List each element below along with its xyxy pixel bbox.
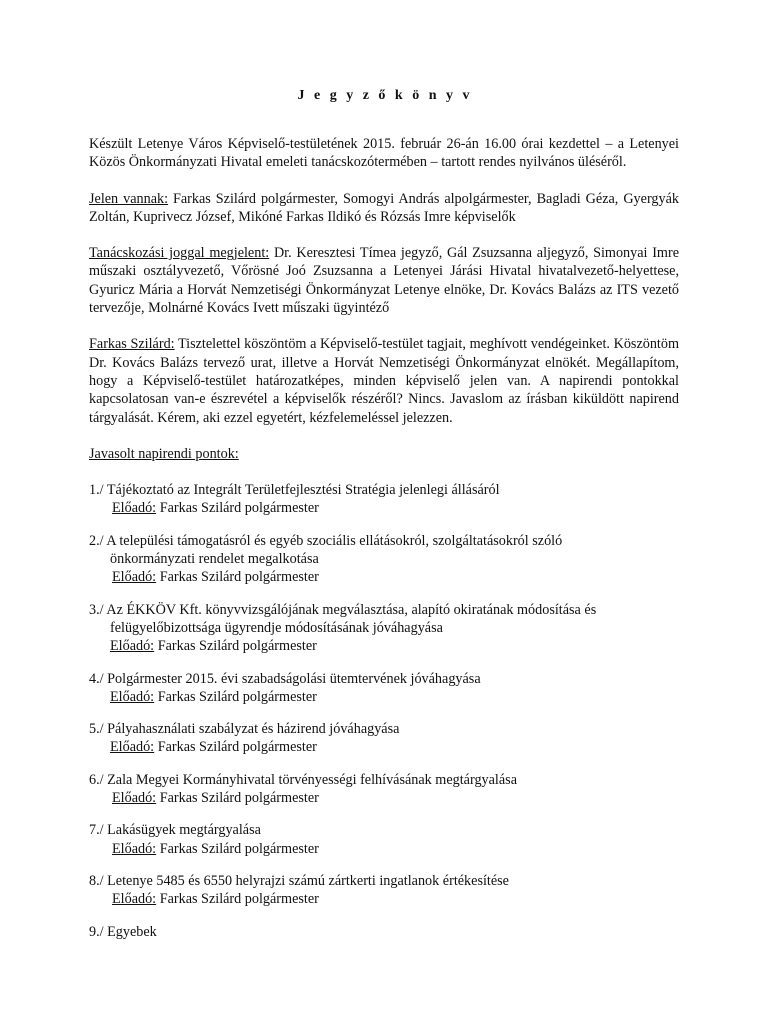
agenda-item-title <box>89 670 679 688</box>
agenda-item-presenter <box>89 789 679 807</box>
agenda-item-6 <box>89 771 679 808</box>
agenda-item-text: Polgármester 2015. évi szabadságolási ütemtervének jóváhagyása <box>107 670 481 687</box>
speaker-label: Farkas Szilárd: <box>89 336 175 353</box>
agenda-item-presenter <box>89 637 679 655</box>
agenda-item-number: 7./ <box>89 822 108 839</box>
present-text: Farkas Szilárd polgármester, Somogyi András alpolgármester, Bagladi Géza, Gyergyák Zoltán, Kuprivecz József, Mikóné Farkas Ildikó és Rózsás Imre képviselők <box>89 190 679 225</box>
agenda-list <box>89 481 679 941</box>
agenda-item-presenter <box>89 890 679 908</box>
advisory-paragraph <box>89 244 679 317</box>
presenter-label: Előadó: <box>110 739 155 756</box>
presenter-label: Előadó: <box>112 790 157 807</box>
agenda-item-text-continued: önkormányzati rendelet megalkotása <box>110 551 319 568</box>
agenda-item-text: Zala Megyei Kormányhivatal törvényességi felhívásának megtárgyalása <box>107 771 517 788</box>
intro-paragraph: Készült Letenye Város Képviselő-testületének 2015. február 26-án 16.00 órai kezdettel – a Letenyei Közös Önkormányzati Hivatal emeleti tanácskozótermében – tartott rendes nyilvános üléséről. <box>89 136 679 171</box>
advisory-label: Tanácskozási joggal megjelent: <box>89 245 270 262</box>
agenda-item-title <box>89 720 679 738</box>
agenda-item-9 <box>89 923 679 941</box>
presenter-name: Farkas Szilárd polgármester <box>154 638 317 655</box>
agenda-item-8 <box>89 872 679 909</box>
agenda-item-text: Egyebek <box>107 923 157 940</box>
presenter-name: Farkas Szilárd polgármester <box>156 840 319 857</box>
agenda-item-presenter <box>89 688 679 706</box>
agenda-item-text: Letenye 5485 és 6550 helyrajzi számú zártkerti ingatlanok értékesítése <box>107 872 509 889</box>
presenter-label: Előadó: <box>110 638 155 655</box>
document-body <box>89 135 679 955</box>
presenter-name: Farkas Szilárd polgármester <box>156 790 319 807</box>
agenda-item-number: 6./ <box>89 771 108 788</box>
presenter-name: Farkas Szilárd polgármester <box>156 569 319 586</box>
presenter-name: Farkas Szilárd polgármester <box>154 739 317 756</box>
agenda-item-text: Tájékoztató az Integrált Területfejlesztési Stratégia jelenlegi állásáról <box>106 482 500 499</box>
agenda-item-text: Az ÉKKÖV Kft. könyvvizsgálójának megválasztása, alapító okiratának módosítása és <box>106 601 597 618</box>
agenda-item-2 <box>89 532 679 587</box>
agenda-item-number: 2./ <box>89 532 107 549</box>
agenda-item-number: 8./ <box>89 872 108 889</box>
agenda-item-text-continued: felügyelőbizottsága ügyrendje módosításának jóváhagyása <box>110 619 443 636</box>
agenda-item-title <box>89 532 679 550</box>
agenda-item-1 <box>89 481 679 518</box>
agenda-item-number: 5./ <box>89 721 108 738</box>
document-title: J e g y z ő k ö n y v <box>297 88 473 103</box>
agenda-item-number: 1./ <box>89 482 107 499</box>
speaker-paragraph <box>89 335 679 426</box>
agenda-item-presenter <box>89 840 679 858</box>
presenter-name: Farkas Szilárd polgármester <box>156 891 319 908</box>
agenda-item-title <box>89 771 679 789</box>
presenter-name: Farkas Szilárd polgármester <box>156 500 319 517</box>
agenda-item-3 <box>89 601 679 656</box>
presenter-label: Előadó: <box>110 688 155 705</box>
presenter-label: Előadó: <box>112 840 157 857</box>
agenda-item-presenter <box>89 499 679 517</box>
presenter-label: Előadó: <box>112 569 157 586</box>
agenda-item-4 <box>89 670 679 707</box>
agenda-item-title <box>89 821 679 839</box>
agenda-item-number: 9./ <box>89 923 108 940</box>
agenda-item-text: Pályahasználati szabályzat és házirend jóváhagyása <box>107 721 400 738</box>
agenda-item-title <box>89 601 679 619</box>
agenda-item-title <box>89 872 679 890</box>
agenda-heading <box>89 445 679 463</box>
agenda-item-5 <box>89 720 679 757</box>
present-paragraph <box>89 190 679 227</box>
agenda-item-7 <box>89 821 679 858</box>
agenda-heading-text: Javasolt napirendi pontok: <box>89 445 239 462</box>
agenda-item-number: 3./ <box>89 601 107 618</box>
agenda-item-title <box>89 923 679 941</box>
presenter-name: Farkas Szilárd polgármester <box>154 688 317 705</box>
presenter-label: Előadó: <box>112 500 157 517</box>
agenda-item-number: 4./ <box>89 670 108 687</box>
presenter-label: Előadó: <box>112 891 157 908</box>
speaker-text: Tisztelettel köszöntöm a Képviselő-testület tagjait, meghívott vendégeinket. Köszöntöm Dr. Kovács Balázs tervező urat, illetve a Horvát Nemzetiségi Önkormányzat elnökét. Megállapítom, hogy a Képviselő-testület határozatképes, minden képviselő jelen van. A napirendi pontokkal kapcsolatosan van-e észrevétel a képviselők részéről? Nincs. Javaslom az írásban kiküldött napirend tárgyalását. Kérem, aki ezzel egyetért, kézfelemeléssel jelezzen. <box>89 336 679 426</box>
advisory-text: Dr. Keresztesi Tímea jegyző, Gál Zsuzsanna aljegyző, Simonyai Imre műszaki osztályvezető, Vőrösné Joó Zsuzsanna a Letenyei Járási Hivatal hivatalvezető-helyettese, Gyuricz Mária a Horvát Nemzetiségi Önkormányzat Letenye elnöke, Dr. Kovács Balázs az ITS vezető tervezője, Molnárné Kovács Ivett műszaki ügyintéző <box>89 245 679 317</box>
agenda-item-presenter <box>89 568 679 586</box>
present-label: Jelen vannak: <box>89 190 169 207</box>
agenda-item-title <box>89 481 679 499</box>
agenda-item-presenter <box>89 738 679 756</box>
agenda-item-text: Lakásügyek megtárgyalása <box>107 822 261 839</box>
agenda-item-text: A települési támogatásról és egyéb szociális ellátásokról, szolgáltatásokról szóló <box>106 532 563 549</box>
